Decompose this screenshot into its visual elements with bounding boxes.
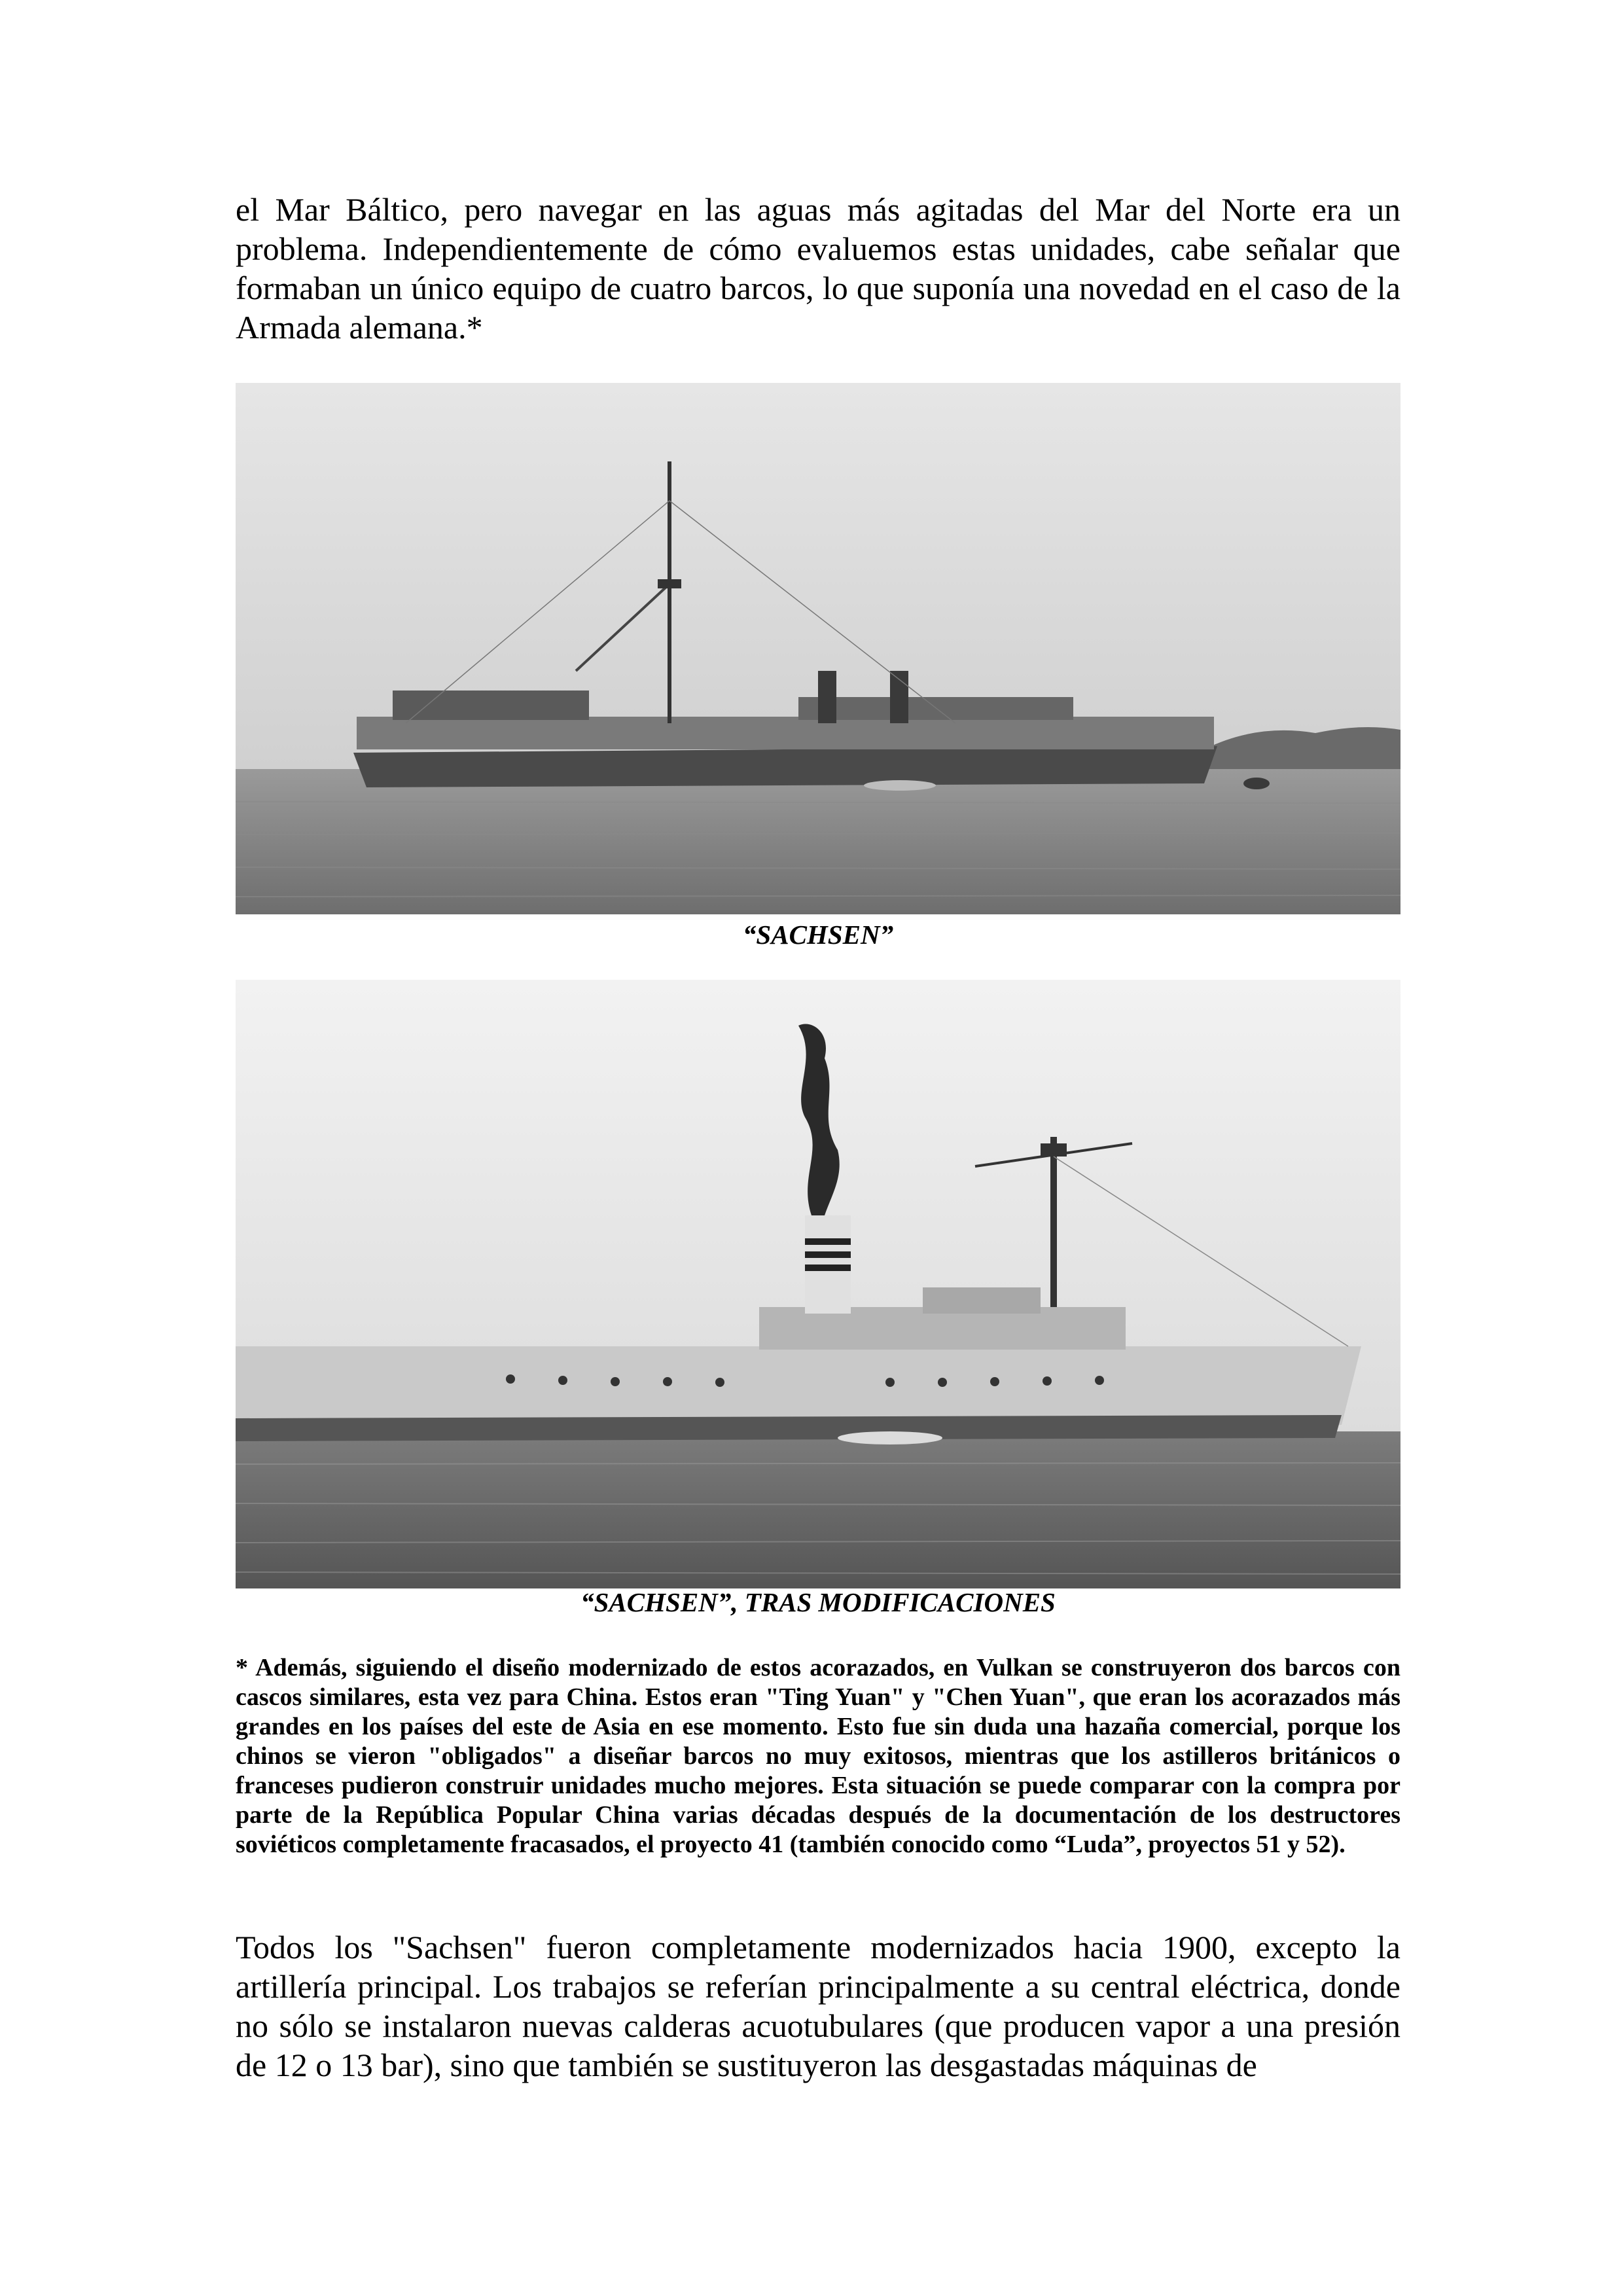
body-paragraph-top: el Mar Báltico, pero navegar en las aguas más agitadas del Mar del Norte era un problema. Independientemente de cómo evaluemos estas unidades, cabe señalar que formaban un único equipo de cuatro barcos, lo que suponía una novedad en el caso de la Armada alemana.*	[236, 191, 1400, 346]
ship-photo-sachsen-modified	[236, 980, 1400, 1588]
figure-caption-2: “SACHSEN”, TRAS MODIFICACIONES	[580, 1587, 1056, 1617]
figure-caption-1: “SACHSEN”	[742, 920, 894, 950]
body-paragraph-bottom: Todos los "Sachsen" fueron completamente modernizados hacia 1900, excepto la artillería principal. Los trabajos se referían principalmente a su central eléctrica, donde no sólo se instalaron nuevas calderas acuotubulares (que producen vapor a una presión de 12 o 13 bar), sino que también se sustituyeron las desgastadas máquinas de	[236, 1929, 1400, 2083]
ship-photo-sachsen	[236, 383, 1400, 914]
footnote: * Además, siguiendo el diseño modernizado de estos acorazados, en Vulkan se construyeron dos barcos con cascos similares, esta vez para China. Estos eran "Ting Yuan" y "Chen Yuan", que eran los acorazados más grandes en los países del este de Asia en ese momento. Esto fue sin duda una hazaña comercial, porque los chinos se vieron "obligados" a diseñar barcos no muy exitosos, mientras que los astilleros británicos o franceses pudieron construir unidades mucho mejores. Esta situación se puede comparar con la compra por parte de la República Popular China varias décadas después de la documentación de los destructores soviéticos completamente fracasados, el proyecto 41 (también conocido como “Luda”, proyectos 51 y 52).	[236, 1654, 1400, 1858]
